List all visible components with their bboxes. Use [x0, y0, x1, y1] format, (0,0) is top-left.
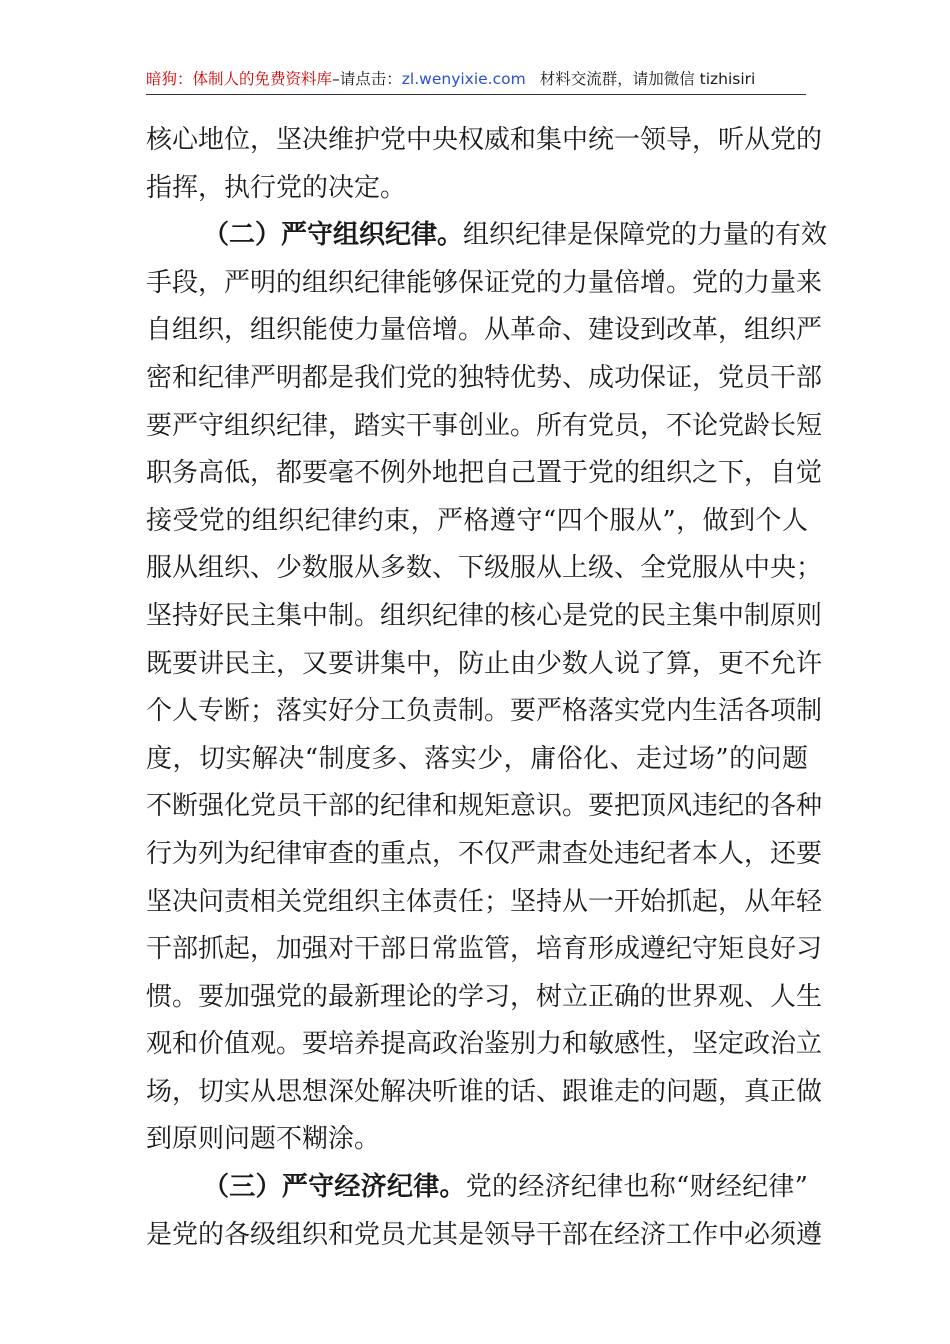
text-line: 服从组织、少数服从多数、下级服从上级、全党服从中央；	[146, 553, 823, 584]
section-3-lead: 党的经济纪律也称“财经纪律”	[465, 1172, 808, 1203]
section-2-first-line	[146, 212, 828, 260]
text-line: 观和价值观。要培养提高政治鉴别力和敏感性，坚定政治立	[146, 1029, 823, 1060]
document-body	[146, 117, 828, 1259]
text-line: 干部抓起，加强对干部日常监管，培育形成遵纪守矩良好习	[146, 934, 823, 965]
text-line: 手段，严明的组织纪律能够保证党的力量倍增。党的力量来	[146, 267, 823, 298]
text-line: 个人专断；落实好分工负责制。要严格落实党内生活各项制	[146, 696, 823, 727]
text-line: 到原则问题不糊涂。	[146, 1124, 381, 1155]
text-line: 接受党的组织纪律约束，严格遵守“四个服从”，做到个人	[146, 505, 808, 536]
text-line: 指挥，执行党的决定。	[146, 172, 407, 203]
section-2-heading: （二）严守组织纪律。	[203, 220, 464, 251]
text-line: 行为列为纪律审查的重点，不仅严肃查处违纪者本人，还要	[146, 838, 823, 869]
section-3-heading: （三）严守经济纪律。	[203, 1172, 466, 1203]
text-line: 坚持好民主集中制。组织纪律的核心是党的民主集中制原则	[146, 600, 823, 631]
text-line: 要严守组织纪律，踏实干事创业。所有党员，不论党龄长短	[146, 410, 823, 441]
text-line: 度，切实解决“制度多、落实少，庸俗化、走过场”的问题	[146, 743, 808, 774]
text-line: 场，切实从思想深处解决听谁的话、跟谁走的问题，真正做	[146, 1076, 823, 1107]
page-header	[146, 64, 806, 95]
text-line: 不断强化党员干部的纪律和规矩意识。要把顶风违纪的各种	[146, 791, 823, 822]
header-click-prompt: –请点击：	[332, 70, 402, 88]
header-wechat-note: 材料交流群，请加微信 tizhisiri	[539, 70, 756, 88]
text-line: 是党的各级组织和党员尤其是领导干部在经济工作中必须遵	[146, 1219, 823, 1250]
section-2-lead: 组织纪律是保障党的力量的有效	[463, 220, 828, 251]
section-3-first-line	[146, 1164, 808, 1212]
text-line: 坚决问责相关党组织主体责任；坚持从一开始抓起，从年轻	[146, 886, 823, 917]
text-line: 既要讲民主，又要讲集中，防止由少数人说了算，更不允许	[146, 648, 823, 679]
header-url-link[interactable]: zl.wenyixie.com	[401, 70, 526, 88]
text-line: 惯。要加强党的最新理论的学习，树立正确的世界观、人生	[146, 981, 823, 1012]
text-line: 职务高低，都要毫不例外地把自己置于党的组织之下，自觉	[146, 458, 823, 489]
header-brand: 暗狗：体制人的免费资料库	[146, 70, 333, 88]
text-line: 核心地位，坚决维护党中央权威和集中统一领导，听从党的	[146, 125, 823, 155]
text-line: 自组织，组织能使力量倍增。从革命、建设到改革，组织严	[146, 315, 823, 346]
text-line: 密和纪律严明都是我们党的独特优势、成功保证，党员干部	[146, 362, 823, 393]
